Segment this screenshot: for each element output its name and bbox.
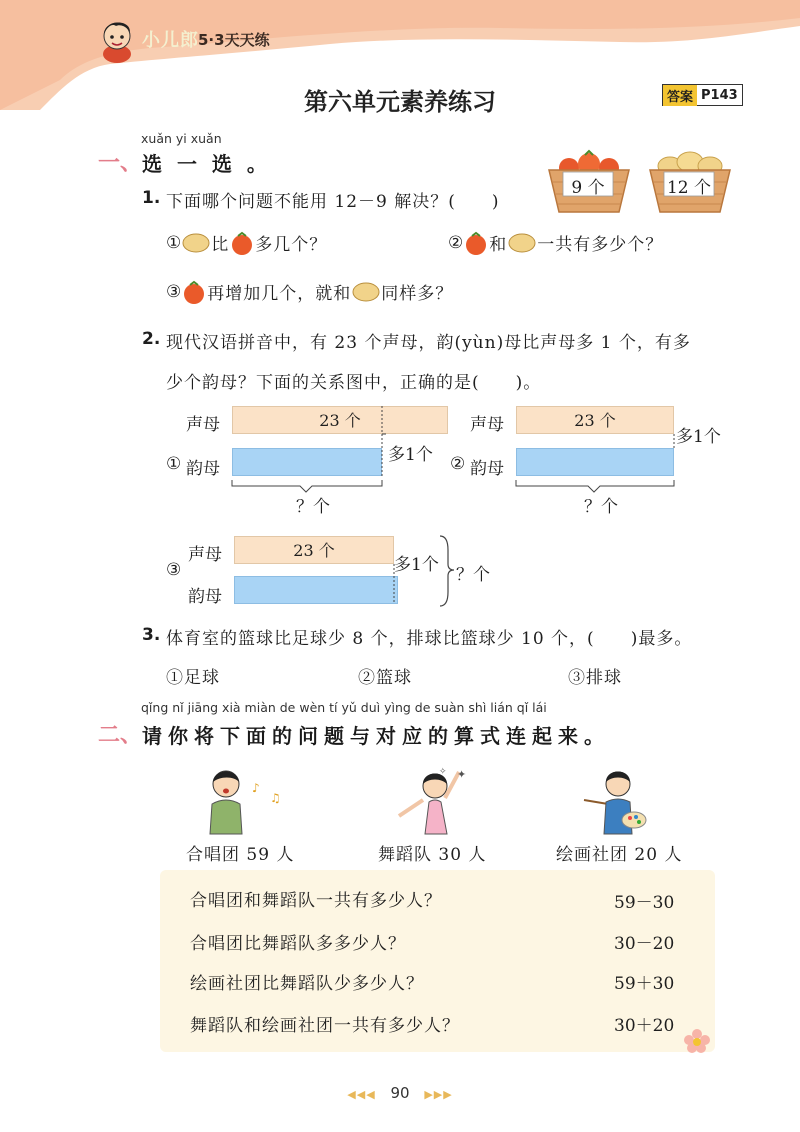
- page-footer: [0, 1084, 800, 1102]
- svg-text:✦: ✦: [457, 768, 467, 781]
- diagram-2[interactable]: [450, 398, 740, 518]
- tomato-basket: [545, 148, 633, 216]
- finals-label: 韵母: [186, 459, 220, 479]
- group-choir[interactable]: 合唱团 59 人: [186, 845, 295, 865]
- initials-bar: [234, 536, 394, 564]
- svg-text:♫: ♫: [270, 791, 281, 805]
- left-arrows-icon: ◀◀◀: [347, 1088, 376, 1101]
- question-label: ？个: [584, 497, 618, 517]
- q1-option-2[interactable]: [448, 230, 663, 255]
- boy-mascot-icon: [96, 14, 138, 64]
- match-expression-3[interactable]: 59＋30: [614, 974, 675, 994]
- more-label: 多1个: [394, 555, 439, 575]
- q3-number: 3.: [142, 625, 161, 645]
- section2-title: 请你将下面的问题与对应的算式连起来。: [142, 724, 610, 748]
- group-dance[interactable]: 舞蹈队 30 人: [378, 845, 487, 865]
- more-label: 多1个: [676, 427, 721, 447]
- answer-label: 答案: [663, 85, 697, 106]
- section2-number: 二、: [98, 723, 143, 748]
- diagram-2-lines: [510, 398, 740, 518]
- match-question-3[interactable]: 绘画社团比舞蹈队少多少人？: [190, 974, 424, 994]
- initials-label: 声母: [470, 415, 504, 435]
- q2-number: 2.: [142, 329, 161, 349]
- match-question-2[interactable]: 合唱团比舞蹈队多多少人？: [190, 934, 406, 954]
- diagram-3[interactable]: [166, 530, 506, 610]
- q3-option-2[interactable]: ②篮球: [358, 668, 412, 688]
- q3-text: 体育室的篮球比足球少 8 个，排球比篮球少 10 个，( )最多。: [166, 629, 693, 649]
- q1-text: 下面哪个问题不能用 12－9 解决？( ): [166, 192, 500, 212]
- initials-bar-value: 23 个: [319, 411, 361, 430]
- initials-bar-value: 23 个: [293, 541, 335, 560]
- q1-option-3[interactable]: [166, 279, 453, 304]
- option-text: 同样多？: [381, 284, 454, 304]
- q2-line2: 少个韵母？下面的关系图中，正确的是( )。: [166, 373, 542, 393]
- more-label: 多1个: [388, 445, 433, 465]
- option-mark: ③: [166, 281, 182, 302]
- page-title: 第六单元素养练习: [304, 88, 496, 116]
- dancer-child-icon: [395, 764, 475, 836]
- option-mark: ②: [448, 232, 464, 253]
- tomato-basket-count: 9 个: [571, 178, 605, 198]
- match-question-1[interactable]: 合唱团和舞蹈队一共有多少人？: [190, 891, 442, 911]
- q1-number: 1.: [142, 188, 161, 208]
- answer-page: P143: [701, 87, 738, 103]
- option-text: 比: [211, 235, 230, 255]
- q2-line1: 现代汉语拼音中，有 23 个声母，韵(yùn)母比声母多 1 个，有多: [166, 333, 691, 353]
- option-text: 和: [489, 235, 508, 255]
- q1-option-1[interactable]: [166, 230, 327, 255]
- tomato-icon: [229, 231, 255, 255]
- potato-basket-count: 12 个: [666, 178, 712, 198]
- flower-decoration-icon: [682, 1026, 712, 1054]
- potato-icon: [351, 281, 381, 303]
- option-text: 一共有多少个？: [537, 235, 664, 255]
- brand-name: 小儿郎: [142, 30, 199, 51]
- tomato-icon: [463, 231, 489, 255]
- diagram-mark: ②: [450, 454, 466, 474]
- group-painting[interactable]: 绘画社团 20 人: [556, 845, 683, 865]
- painter-child-icon: [578, 764, 658, 836]
- singer-child-icon: [200, 764, 290, 836]
- q3-option-3[interactable]: ③排球: [568, 668, 622, 688]
- answer-reference: [662, 84, 743, 106]
- series-name: 5·3天天练: [198, 31, 270, 49]
- potato-icon: [181, 232, 211, 254]
- option-text: 多几个？: [255, 235, 328, 255]
- section1-title: 选 一 选 。: [142, 152, 271, 176]
- option-mark: ①: [166, 232, 182, 253]
- match-expression-4[interactable]: 30＋20: [614, 1016, 675, 1036]
- diagram-mark: ③: [166, 560, 182, 580]
- diagram-1[interactable]: [166, 398, 446, 518]
- match-expression-1[interactable]: 59－30: [614, 893, 675, 913]
- q3-option-1[interactable]: ①足球: [166, 668, 220, 688]
- match-expression-2[interactable]: 30－20: [614, 934, 675, 954]
- svg-text:✧: ✧: [439, 767, 447, 777]
- question-label: ？个: [456, 565, 490, 585]
- option-text: 再增加几个，就和: [207, 284, 352, 304]
- initials-label: 声母: [188, 545, 222, 565]
- diagram-mark: ①: [166, 454, 182, 474]
- initials-label: 声母: [186, 415, 220, 435]
- finals-bar: [234, 576, 398, 604]
- finals-label: 韵母: [470, 459, 504, 479]
- initials-bar-value: 23 个: [574, 411, 616, 430]
- page-number: 90: [390, 1084, 410, 1102]
- section2-pinyin: qǐng nǐ jiāng xià miàn de wèn tí yǔ duì yìng de suàn shì lián qǐ lái: [141, 700, 547, 715]
- tomato-icon: [181, 280, 207, 304]
- finals-label: 韵母: [188, 587, 222, 607]
- potato-icon: [507, 232, 537, 254]
- svg-text:♪: ♪: [252, 781, 260, 795]
- question-label: ？个: [296, 497, 330, 517]
- section1-number: 一、: [98, 151, 143, 176]
- section1-pinyin: xuǎn yi xuǎn: [141, 131, 222, 146]
- match-question-4[interactable]: 舞蹈队和绘画社团一共有多少人？: [190, 1016, 460, 1036]
- right-arrows-icon: ▶▶▶: [424, 1088, 453, 1101]
- potato-basket: [646, 148, 734, 216]
